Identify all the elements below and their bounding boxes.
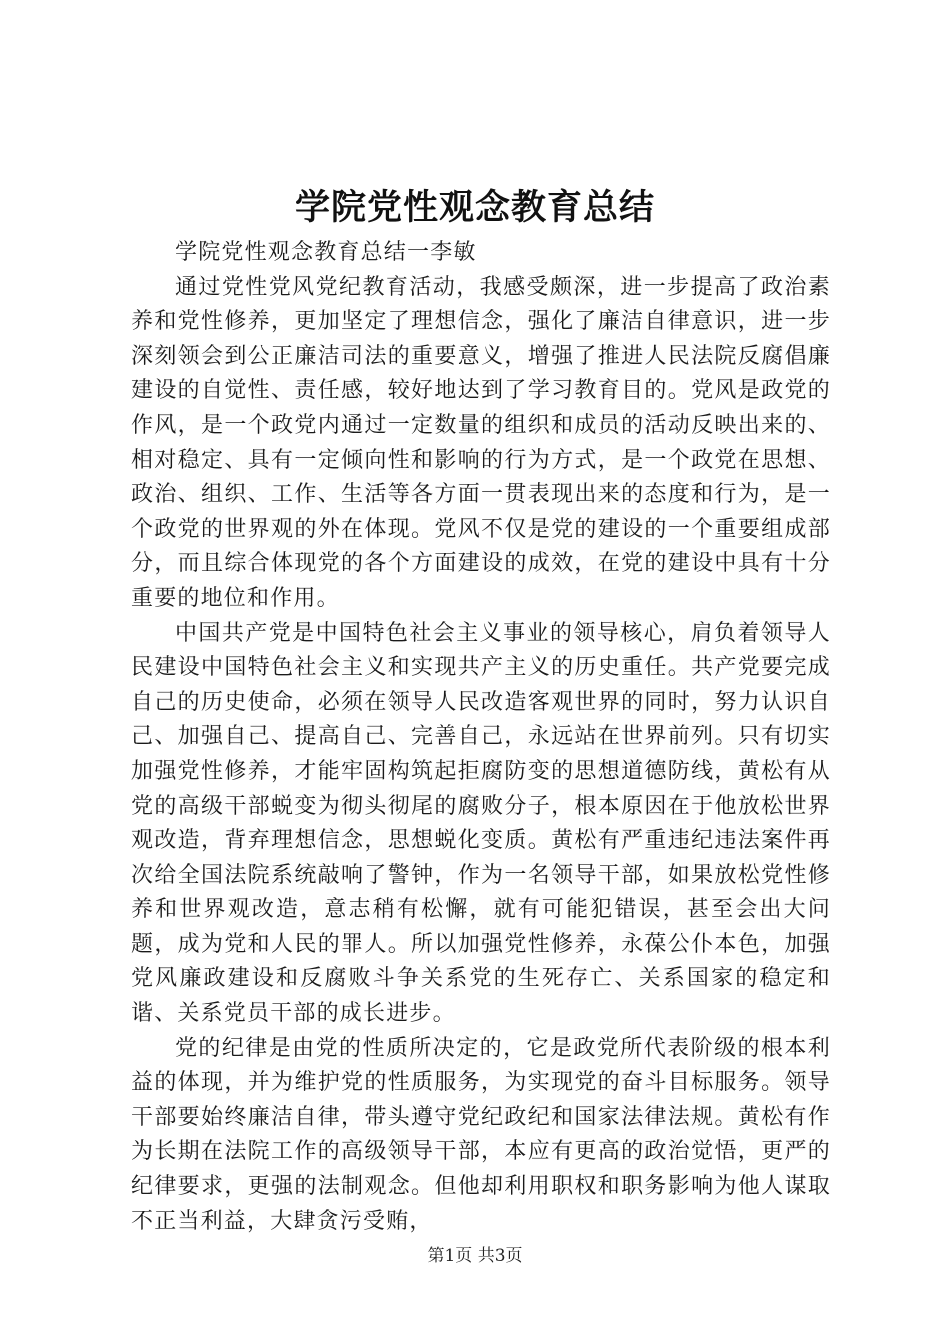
paragraph-1: 通过党性党风党纪教育活动，我感受颇深，进一步提高了政治素养和党性修养，更加坚定了理想信念，强化了廉洁自律意识，进一步深刻领会到公正廉洁司法的重要意义，增强了推进人民法院反腐倡廉建设的自觉性、责任感，较好地达到了学习教育目的。党风是政党的作风，是一个政党内通过一定数量的组织和成员的活动反映出来的、相对稳定、具有一定倾向性和影响的行为方式，是一个政党在思想、政治、组织、工作、生活等各方面一贯表现出来的态度和行为，是一个政党的世界观的外在体现。党风不仅是党的建设的一个重要组成部分，而且综合体现党的各个方面建设的成效，在党的建设中具有十分重要的地位和作用。 [131,274,831,611]
page-title: 学院党性观念教育总结 [294,187,655,228]
paragraph-3: 党的纪律是由党的性质所决定的，它是政党所代表阶级的根本利益的体现，并为维护党的性质服务，为实现党的奋斗目标服务。领导干部要始终廉洁自律，带头遵守党纪政纪和国家法律法规。黄松有作为长期在法院工作的高级领导干部，本应有更高的政治觉悟，更严的纪律要求，更强的法制观念。但他却利用职权和职务影响为他人谋取不正当利益，大肆贪污受贿， [131,1035,831,1234]
document-subtitle: 学院党性观念教育总结一李敏 [175,240,477,265]
document-body [131,236,831,1239]
page-footer: 第1页 共3页 [427,1246,523,1266]
paragraph-2: 中国共产党是中国特色社会主义事业的领导核心，肩负着领导人民建设中国特色社会主义和实现共产主义的历史重任。共产党要完成自己的历史使命，必须在领导人民改造客观世界的同时，努力认识自己、加强自己、提高自己、完善自己，永远站在世界前列。只有切实加强党性修养，才能牢固构筑起拒腐防变的思想道德防线，黄松有从党的高级干部蜕变为彻头彻尾的腐败分子，根本原因在于他放松世界观改造，背弃理想信念，思想蜕化变质。黄松有严重违纪违法案件再次给全国法院系统敲响了警钟，作为一名领导干部，如果放松党性修养和世界观改造，意志稍有松懈，就有可能犯错误，甚至会出大问题，成为党和人民的罪人。所以加强党性修养，永葆公仆本色，加强党风廉政建设和反腐败斗争关系党的生死存亡、关系国家的稳定和谐、关系党员干部的成长进步。 [131,620,831,1027]
